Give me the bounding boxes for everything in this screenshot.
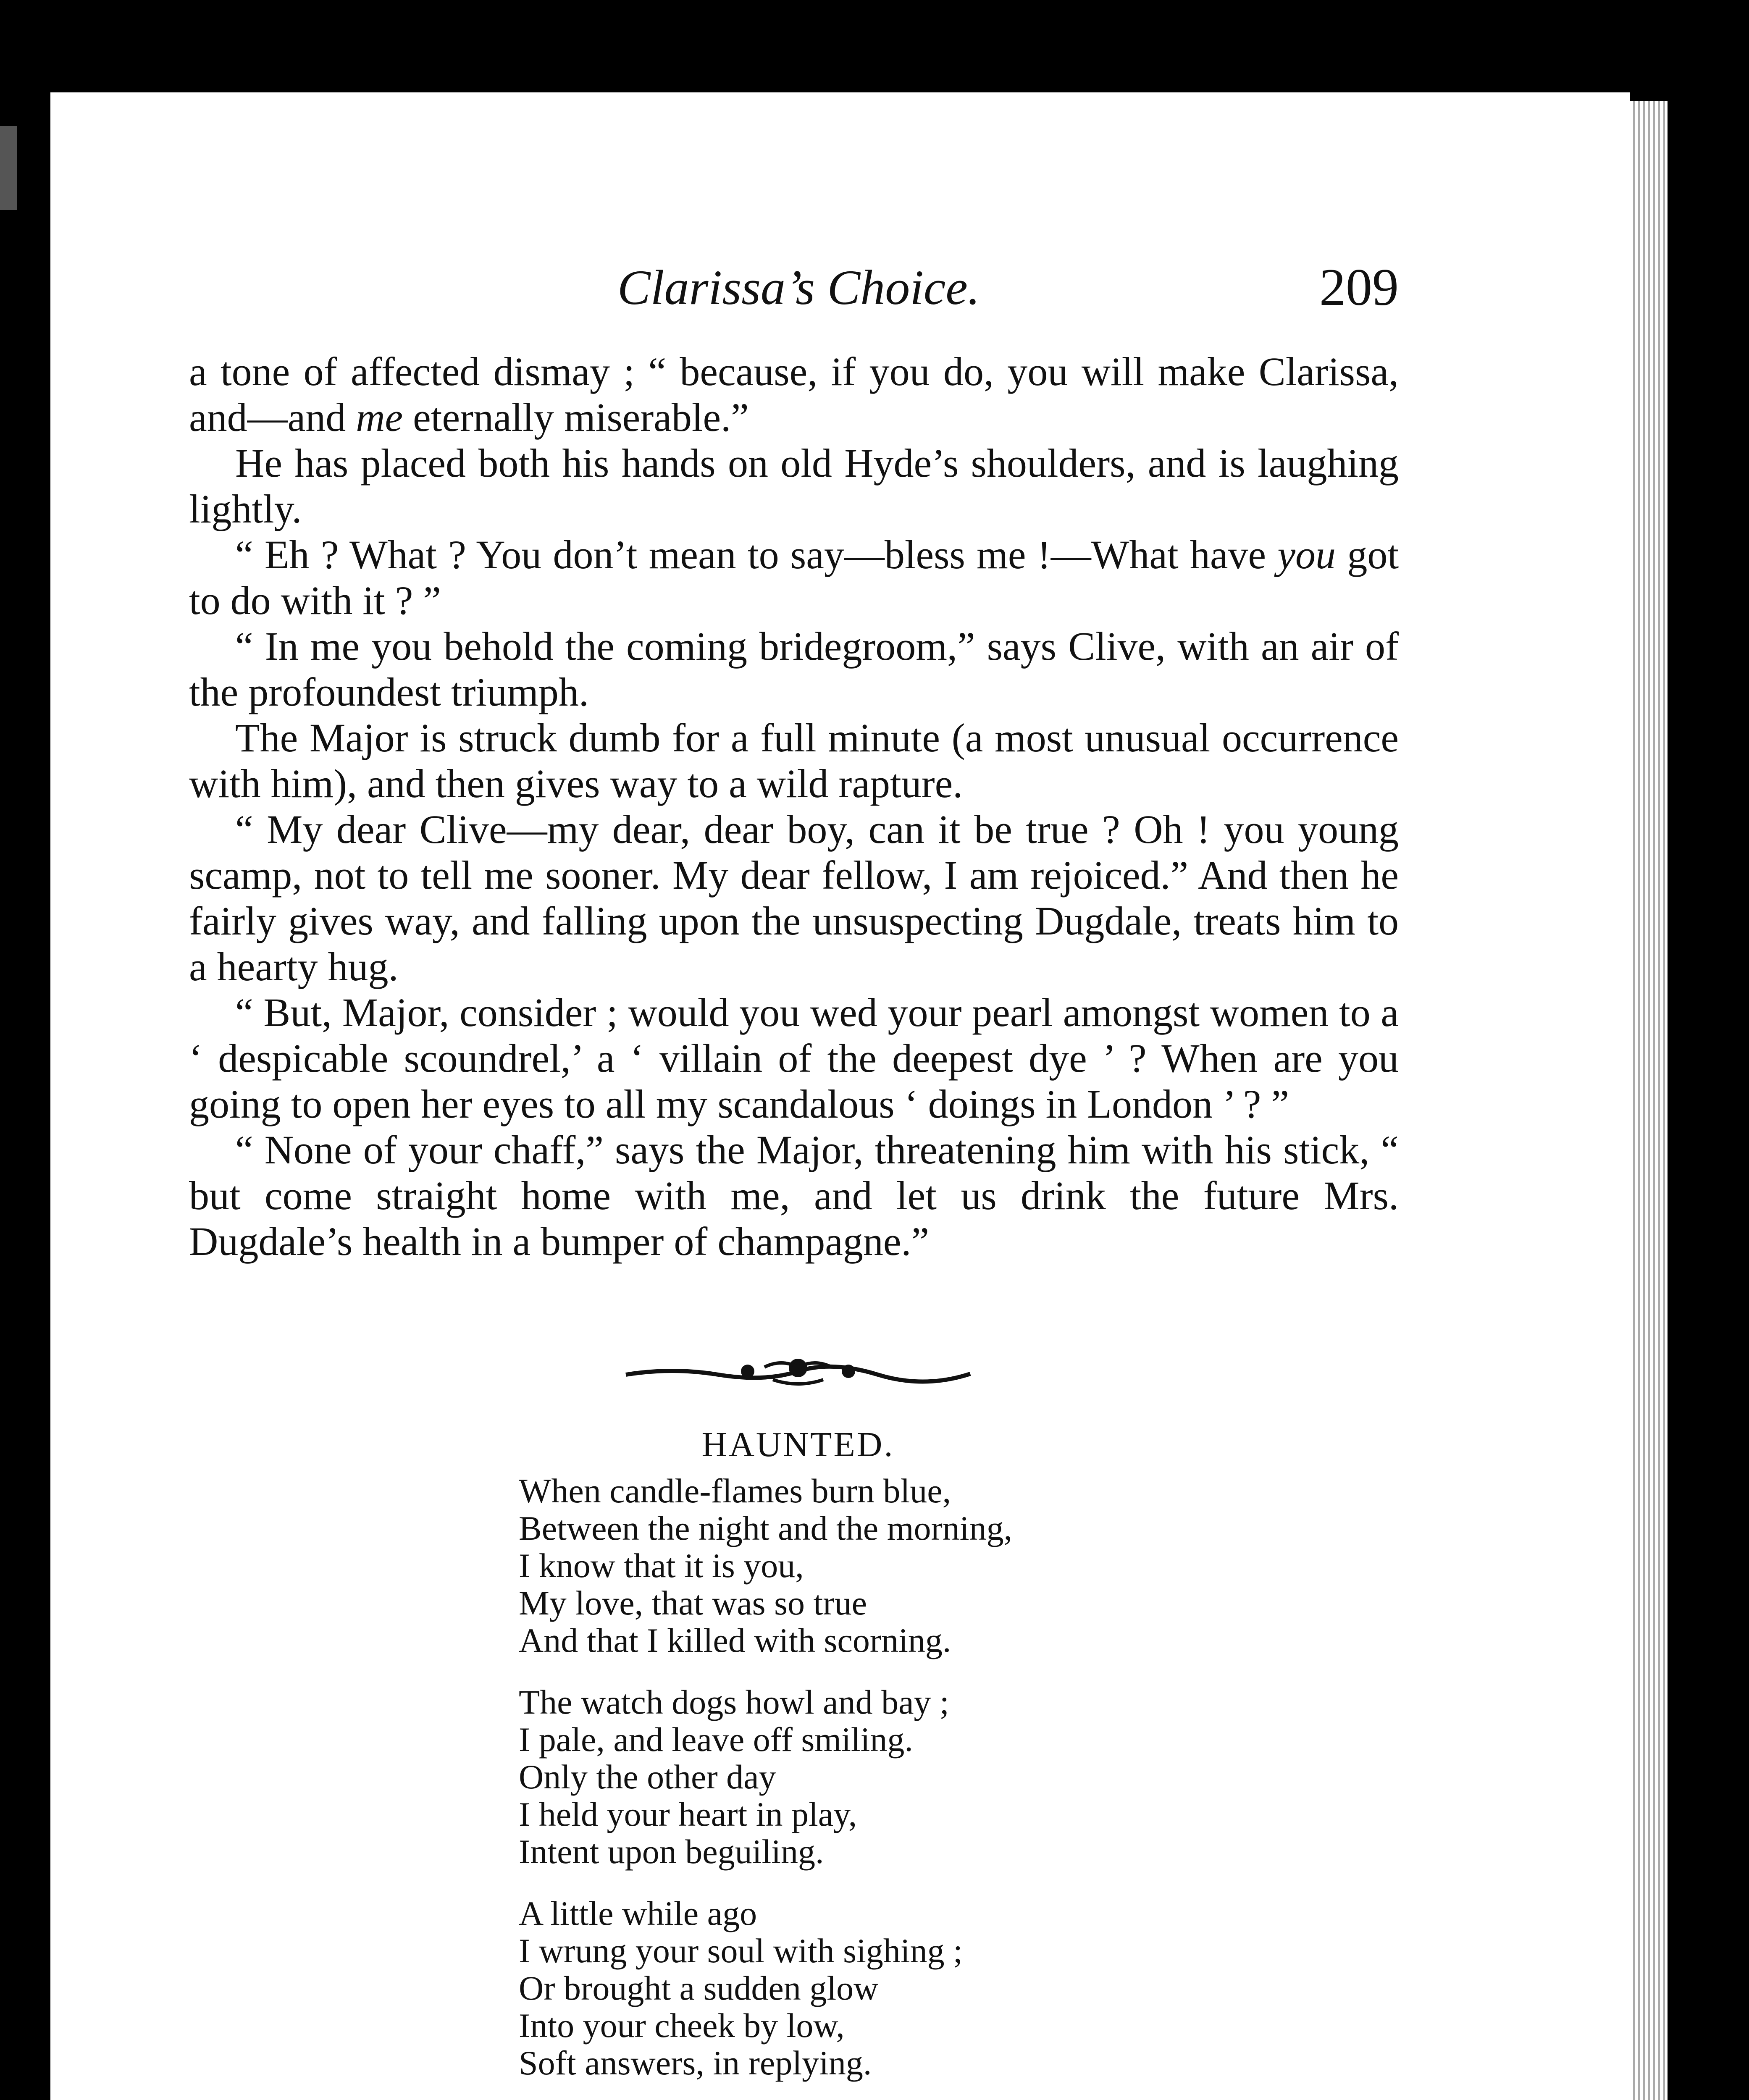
poem-line: A little while ago bbox=[519, 1894, 757, 1932]
poem-line: Or brought a sudden glow bbox=[519, 1969, 879, 2007]
ornamental-divider bbox=[622, 1354, 974, 1392]
page-stack-edge bbox=[1630, 101, 1668, 2100]
poem-line: I pale, and leave off smiling. bbox=[519, 1720, 913, 1759]
poem-line: Only the other day bbox=[519, 1758, 776, 1796]
page-header bbox=[189, 256, 1399, 319]
paragraph: “ None of your chaff,” says the Major, threatening him with his stick, “ but come straight home with me, and let us drink the future Mrs. Dugdale’s health in a bumper of champagne.” bbox=[189, 1127, 1399, 1264]
paragraph: “ Eh ? What ? You don’t mean to say—bless me !—What have you got to do with it ? ” bbox=[189, 532, 1399, 623]
poem-title: HAUNTED. bbox=[701, 1425, 895, 1464]
paragraph: The Major is struck dumb for a full minute (a most unusual occurrence with him), and then gives way to a wild rapture. bbox=[189, 715, 1399, 806]
paragraph: a tone of affected dismay ; “ because, if you do, you will make Clarissa, and—and me eternally miserable.” bbox=[189, 349, 1399, 440]
poem-line: I wrung your soul with sighing ; bbox=[519, 1932, 963, 1970]
poem-line: I held your heart in play, bbox=[519, 1795, 857, 1833]
stanza bbox=[519, 1683, 1401, 1870]
poem-line: When candle-flames burn blue, bbox=[519, 1472, 951, 1510]
poem bbox=[519, 1472, 1401, 2100]
paragraph: “ But, Major, consider ; would you wed your pearl amongst women to a ‘ despicable scoundrel,’ a ‘ villain of the deepest dye ’ ? When are you going to open her eyes to all my scandalous ‘ doings in London ’ ? ” bbox=[189, 990, 1399, 1126]
poem-line: Into your cheek by low, bbox=[519, 2006, 845, 2045]
story-text bbox=[189, 349, 1399, 1264]
poem-line: I know that it is you, bbox=[519, 1546, 804, 1585]
poem-line: Intent upon beguiling. bbox=[519, 1832, 824, 1871]
paragraph: “ My dear Clive—my dear, dear boy, can it be true ? Oh ! you young scamp, not to tell me sooner. My dear fellow, I am rejoiced.” And then he fairly gives way, and falling upon the unsuspecting Dugdale, treats him to a hearty hug. bbox=[189, 807, 1399, 989]
running-head: Clarissa’s Choice. bbox=[617, 260, 980, 315]
poem-line: My love, that was so true bbox=[519, 1584, 867, 1622]
poem-line: The watch dogs howl and bay ; bbox=[519, 1683, 949, 1721]
poem-line: Soft answers, in replying. bbox=[519, 2044, 872, 2082]
book-spine-edge bbox=[0, 126, 17, 210]
poem-line: Between the night and the morning, bbox=[519, 1509, 1013, 1547]
page-number: 209 bbox=[1319, 258, 1399, 317]
stanza bbox=[519, 1895, 1401, 2082]
paragraph: He has placed both his hands on old Hyde’s shoulders, and is laughing lightly. bbox=[189, 441, 1399, 531]
poem-line: And that I killed with scorning. bbox=[519, 1621, 951, 1659]
stanza bbox=[519, 1472, 1401, 1659]
paragraph: “ In me you behold the coming bridegroom,” says Clive, with an air of the profoundest triumph. bbox=[189, 624, 1399, 714]
